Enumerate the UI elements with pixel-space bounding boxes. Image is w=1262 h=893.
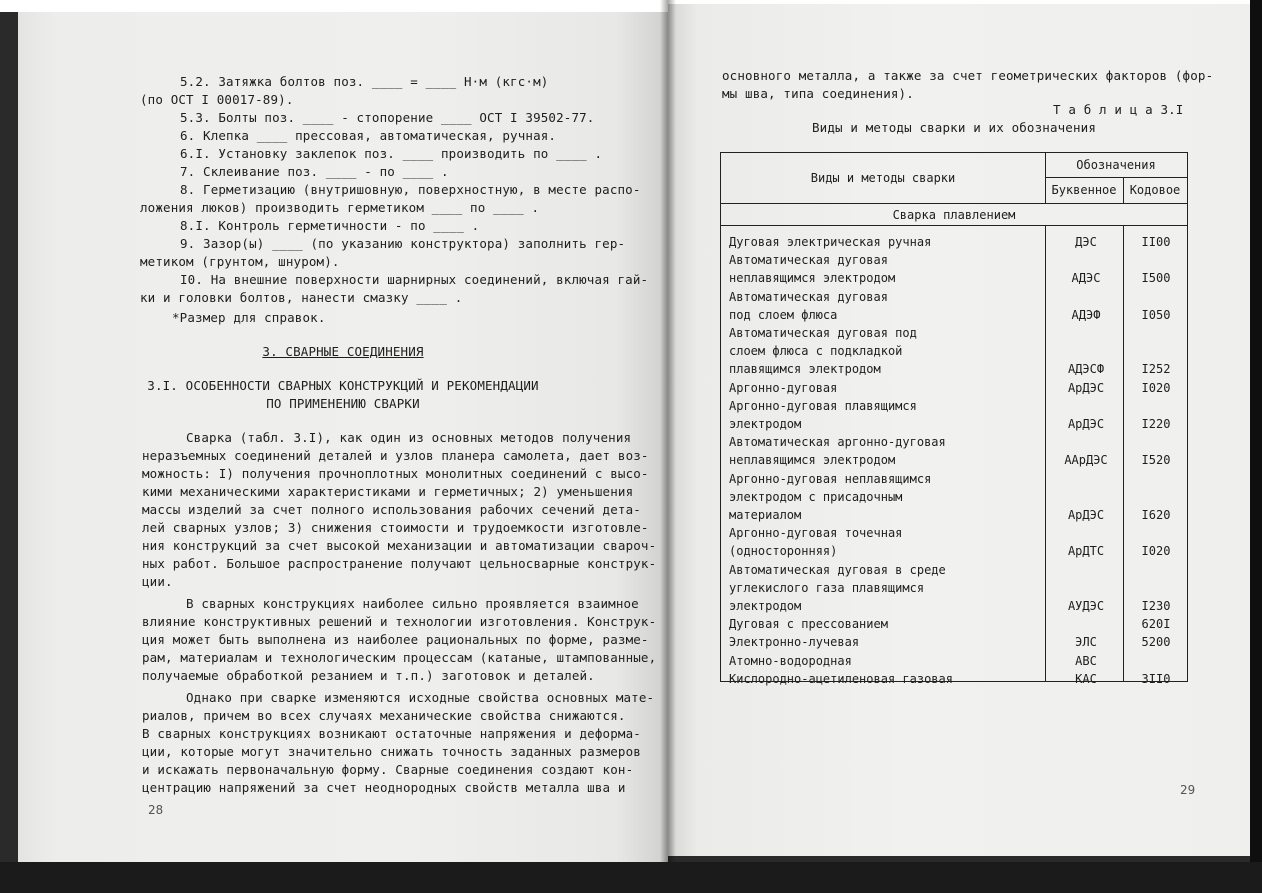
table-cell-code: I020 [1141,544,1171,559]
header-letter: Буквенное [1051,183,1117,197]
text-line: ных работ. Большое распространение получают цельносварные конструк- [142,556,657,571]
table-cell-method: Аргонно-дуговая [729,380,838,395]
text-line: 6. Клепка ____ прессовая, автоматическая, ручная. [180,128,557,143]
row-divider [1045,177,1187,178]
table-cell-letter: АДЭФ [1071,307,1101,322]
table-label: Т а б л и ц а 3.I [1053,102,1184,117]
text-line: массы изделий за счет полного использования рабочих сечений дета- [142,502,641,517]
table-cell-letter: АДЭСФ [1067,362,1105,377]
table-cell-code: 620I [1141,617,1171,632]
table-cell-method: электродом с присадочным [729,489,903,504]
table-cell-code: I230 [1141,599,1171,613]
page-number: 29 [1180,782,1196,797]
table-cell-letter: АрДЭС [1067,508,1105,522]
table-cell-method: Аргонно-дуговая плавящимся [729,398,917,413]
table-cell-letter: КАС [1075,671,1097,686]
table-cell-code: I520 [1141,453,1171,468]
text-line: В сварных конструкциях возникают остаточные напряжения и деформа- [142,726,641,741]
table-cell-code: I252 [1141,362,1171,377]
subsection-title: ПО ПРИМЕНЕНИЮ СВАРКИ [266,396,420,411]
text-line: ция может быть выполнена из наиболее рациональных по форме, разме- [142,632,649,647]
table-cell-letter: ААрДЭС [1064,453,1108,468]
table-cell-method: материалом [729,508,802,522]
table-cell-code: 5200 [1141,635,1171,650]
table-cell-method: Дуговая электрическая ручная [729,235,932,249]
section-title: 3. СВАРНЫЕ СОЕДИНЕНИЯ [262,344,424,359]
text-line: можность: I) получения прочноплотных монолитных соединений с высо- [142,466,649,481]
text-line: и искажать первоначальную форму. Сварные соединения создают кон- [142,762,634,777]
text-line: 5.3. Болты поз. ____ - стопорение ____ ОСТ I 39502-77. [180,110,595,125]
table-cell-method: Аргонно-дуговая неплавящимся [729,471,932,486]
table-cell-method: слоем флюса с подкладкой [729,344,903,359]
table-cell-method: неплавящимся электродом [729,271,896,286]
table-cell-code: I500 [1141,271,1171,286]
table-cell-code: I620 [1141,508,1171,522]
table-cell-method: электродом [729,417,802,431]
table-cell-code: 3II0 [1141,671,1171,686]
footnote: *Размер для справок. [172,310,326,325]
table-cell-method: электродом [729,599,802,613]
page-number: 28 [148,802,164,817]
text-line: кими механическими характеристиками и герметичных; 2) уменьшения [142,484,634,499]
table-cell-method: Автоматическая дуговая [729,253,888,268]
table-cell-letter: АУДЭС [1067,599,1105,613]
scan-bottom-margin [0,862,1262,893]
table-cell-code: I050 [1141,307,1171,322]
table-cell-code: I220 [1141,417,1171,431]
text-line: ки и головки болтов, нанести смазку ____ . [140,290,463,305]
book-gutter [660,0,676,893]
table-cell-letter: АрДТС [1067,544,1105,559]
text-line: лей сварных узлов; 3) снижения стоимости и трудоемкости изготовле- [142,520,649,535]
text-line: неразъемных соединений деталей и узлов планера самолета, дает воз- [142,448,649,463]
table-cell-method: углекислого газа плавящимся [729,580,925,595]
text-line: риалов, причем во всех случаях механические свойства снижаются. [142,708,626,723]
row-divider [721,225,1187,226]
table-cell-letter: АрДЭС [1067,380,1105,395]
table-cell-method: под слоем флюса [729,307,838,322]
table-cell-method: неплавящимся электродом [729,453,896,468]
text-line: основного металла, а также за счет геометрических факторов (фор- [722,68,1214,83]
text-line: 8.I. Контроль герметичности - по ____ . [180,218,480,233]
table-cell-code: I020 [1141,380,1171,395]
text-line: Однако при сварке изменяются исходные свойства основных мате- [186,690,655,705]
group-header: Сварка плавлением [892,208,1016,222]
table-cell-method: Автоматическая дуговая в среде [729,562,946,577]
text-line: ложения люков) производить герметиком ____ по ____ . [140,200,540,215]
text-line: ния конструкций за счет высокой механизации и автоматизации свароч- [142,538,657,553]
text-line: 5.2. Затяжка болтов поз. ____ = ____ Н·м (кгс·м) [180,74,549,89]
table-cell-method: Автоматическая дуговая [729,289,888,304]
text-line: центрацию напряжений за счет неоднородных свойств металла шва и [142,780,626,795]
text-line: рам, материалам и технологическим процессам (катаные, штампованные, [142,650,657,665]
text-line: ции, которые могут значительно снижать точность заданных размеров [142,744,641,759]
text-line: метиком (грунтом, шнуром). [140,254,340,269]
text-line: ции. [142,574,173,589]
text-line: (по ОСТ I 00017-89). [140,92,294,107]
header-methods: Виды и методы сварки [810,171,956,185]
text-line: I0. На внешние поверхности шарнирных соединений, включая гай- [180,272,649,287]
table-cell-letter: ДЭС [1075,235,1097,249]
table-cell-letter: ЭЛС [1075,635,1097,650]
row-divider [721,203,1187,204]
text-line: Сварка (табл. 3.I), как один из основных методов получения [186,430,632,445]
table-cell-method: Аргонно-дуговая точечная [729,526,903,541]
table-caption: Виды и методы сварки и их обозначения [812,120,1096,135]
table-cell-code: II00 [1141,235,1171,249]
table-cell-letter: АДЭС [1071,271,1101,286]
text-line: 7. Склеивание поз. ____ - по ____ . [180,164,449,179]
table-cell-method: Автоматическая дуговая под [729,326,917,340]
table-cell-method: Атомно-водородная [729,653,852,668]
text-line: мы шва, типа соединения). [722,86,914,101]
table-cell-letter: АВС [1075,653,1097,668]
table-cell-method: Дуговая с прессованием [729,617,888,632]
table-cell-method: Электронно-лучевая [729,635,860,650]
text-line: 6.I. Установку заклепок поз. ____ производить по ____ . [180,146,603,161]
table-cell-method: Кислородно-ацетиленовая газовая [729,671,953,686]
table-cell-method: Автоматическая аргонно-дуговая [729,435,946,450]
table-cell-method: плавящимся электродом [729,362,881,377]
text-line: 8. Герметизацию (внутришовную, поверхностную, в месте распо- [180,182,641,197]
table-cell-method: (односторонняя) [729,544,838,559]
text-line: влияние конструктивных решений и технологии изготовления. Конструк- [142,614,657,629]
header-code: Кодовое [1129,183,1181,197]
right-page [668,4,1262,856]
left-page [18,12,668,862]
text-line: В сварных конструкциях наиболее сильно проявляется взаимное [186,596,639,611]
scan-edge [1250,0,1262,893]
table-cell-letter: АрДЭС [1067,417,1105,431]
header-designations: Обозначения [1076,158,1156,172]
text-line: 9. Зазор(ы) ____ (по указанию конструктора) заполнить гер- [180,236,626,251]
text-line: получаемые обработкой резанием и т.п.) заготовок и деталей. [142,668,595,683]
subsection-title: 3.I. ОСОБЕННОСТИ СВАРНЫХ КОНСТРУКЦИЙ И РЕКОМЕНДАЦИИ [147,378,539,393]
welding-methods-table [720,152,1188,686]
